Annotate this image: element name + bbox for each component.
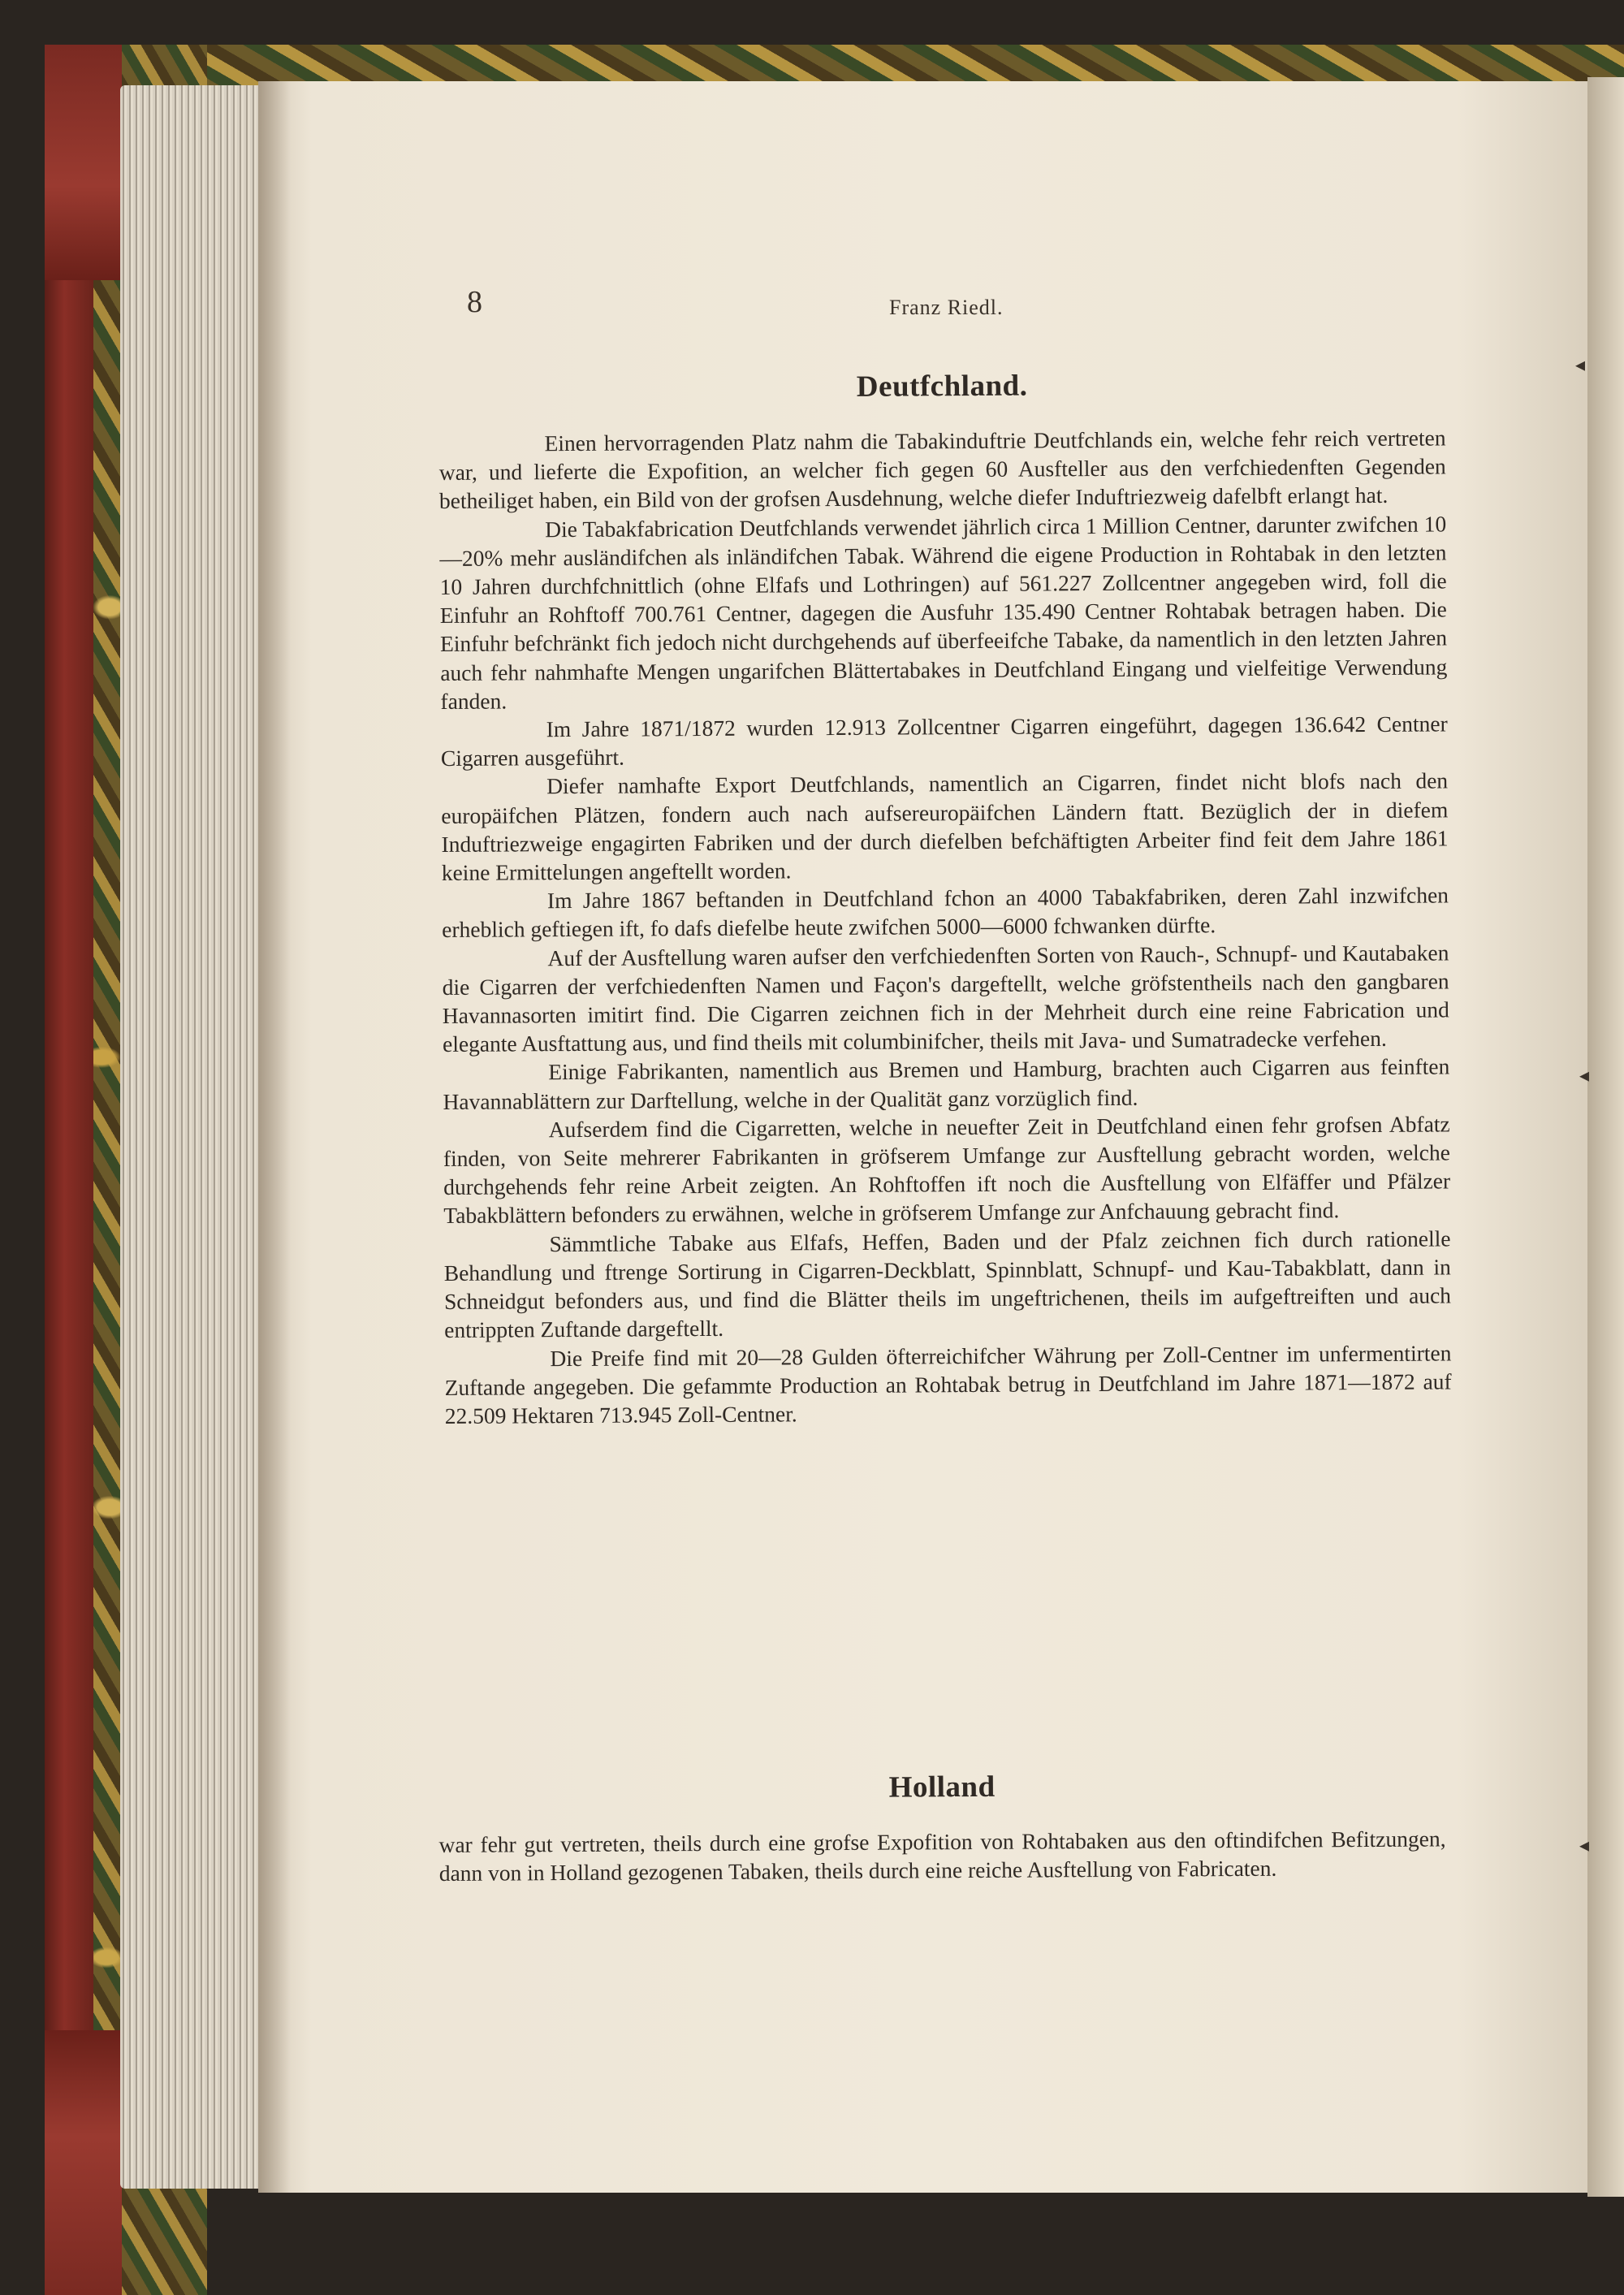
margin-mark: ◂ <box>1579 1065 1590 1087</box>
paragraph: Im Jahre 1867 beftanden in Deutfchland fchon an 4000 Tabakfabriken, deren Zahl inzwifchen erheblich geftiegen ift, fo dafs diefelbe heute zwifchen 5000—6000 fchwanken dürfte. <box>442 882 1449 943</box>
page-number: 8 <box>467 285 482 319</box>
paragraph: Einige Fabrikanten, namentlich aus Bremen und Hamburg, brachten auch Cigarren aus feinften Havannablättern zur Darftellung, welche in der Qualität ganz vorzüglich find. <box>443 1053 1450 1114</box>
leather-corner-bottom <box>45 2030 122 2295</box>
paragraph: Sämmtliche Tabake aus Elfafs, Heffen, Baden und der Pfalz zeichnen fich durch rationelle Behandlung und ftrenge Sortirung in Cigarren-Deckblatt, Spinnblatt, Schnupf- und Kau-Tabakblatt, dann in Schneidgut befonders aus, und find die Blätter theils im ungeftrichenen, theils im aufgeftreiften und auch entrippten Zuftande dargeftellt. <box>443 1225 1452 1343</box>
page-header <box>467 284 1425 333</box>
section-heading-deutschland: Deutfchland. <box>856 369 1028 404</box>
section-heading-holland: Holland <box>888 1770 996 1804</box>
paragraph: Im Jahre 1871/1872 wurden 12.913 Zollcentner Cigarren eingeführt, dagegen 136.642 Centner Cigarren ausgeführt. <box>440 711 1448 771</box>
gutter-shadow <box>258 81 291 2193</box>
paragraph: Aufserdem find die Cigarretten, welche in neuefter Zeit in Deutfchland einen fehr grofsen Abfatz finden, von Seite mehrerer Fabrikanten in gröfserem Umfange zur Ausftellung gebracht worden, welche durchgehends fehr reine Arbeit zeigten. An Rohftoffen ift noch die Ausftellung von Elfäffer und Pfälzer Tabakblättern befonders zu erwähnen, welche in gröfserem Umfange zur Anfchauung gebracht find. <box>443 1111 1451 1229</box>
section-holland <box>438 1764 1446 1887</box>
paragraph: Diefer namhafte Export Deutfchlands, namentlich an Cigarren, findet nicht blofs nach den europäifchen Plätzen, fondern auch nach aufsereuropäifchen Ländern ftatt. Bezüglich der in diefem Induftriezweige engagirten Fabriken und der durch diefelben befchäftigten Arbeiter find feit dem Jahre 1861 keine Ermittelungen angeftellt worden. <box>441 767 1449 886</box>
paragraph: Auf der Ausftellung waren aufser den verfchiedenften Sorten von Rauch-, Schnupf- und Kautabaken die Cigarren der verfchiedenften Namen und Façon's dargeftellt, welche gröfstentheils nach den gangbaren Havannasorten imitirt find. Die Cigarren zeichnen fich in der Mehrheit durch eine reine Fabrication und elegante Ausftattung aus, und find theils mit columbinifcher, theils mit Java- und Sumatradecke verfehen. <box>442 940 1449 1057</box>
page-edges <box>120 85 266 2189</box>
paragraph: Einen hervorragenden Platz nahm die Tabakinduftrie Deutfchlands ein, welche fehr reich vertreten war, und lieferte die Expofition, an welcher fich gegen 60 Ausfteller aus den verfchiedenften Gegenden betheiliget haben, ein Bild von der grofsen Ausdehnung, welche diefer Induftriezweig dafelbft erlangt hat. <box>438 425 1446 514</box>
leather-corner-top <box>45 45 122 280</box>
running-head: Franz Riedl. <box>889 296 1004 319</box>
paragraph: Die Tabakfabrication Deutfchlands verwendet jährlich circa 1 Million Centner, darunter zwifchen 10—20% mehr ausländifchen als inländifchen Tabak. Während die eigene Production in Rohtabak in den letzten 10 Jahren durchfchnittlich (ohne Elfafs und Lothringen) auf 561.227 Zollcentner angegeben wird, foll die Einfuhr an Rohftoff 700.761 Centner, dagegen die Ausfuhr 135.490 Centner Rohtabak betragen haben. Die Einfuhr befchränkt fich jedoch nicht durchgehends auf überfeeifche Tabake, da namentlich in den letzten Jahren auch fehr nahmhafte Mengen ungarifchen Blättertabakes in Deutfchland Eingang und vielfeitige Verwendung fanden. <box>439 511 1448 714</box>
margin-mark: ◂ <box>1575 355 1586 376</box>
section-deutschland <box>438 363 1452 1430</box>
paragraph: Die Preife find mit 20—28 Gulden öfterreichifcher Währung per Zoll-Centner im unfermentirten Zuftande angegeben. Die gefammte Production an Rohtabak betrug in Deutfchland im Jahre 1871—1872 auf 22.509 Hektaren 713.945 Zoll-Centner. <box>444 1339 1452 1428</box>
leather-spine <box>45 45 93 2295</box>
margin-mark: ◂ <box>1579 1835 1590 1856</box>
facing-page-edge <box>1587 77 1624 2197</box>
paragraph: war fehr gut vertreten, theils durch eine grofse Expofition von Rohtabaken aus den oftindifchen Befitzungen, dann von in Holland gezogenen Tabaken, theils durch eine reiche Ausftellung von Fabricaten. <box>438 1826 1446 1887</box>
